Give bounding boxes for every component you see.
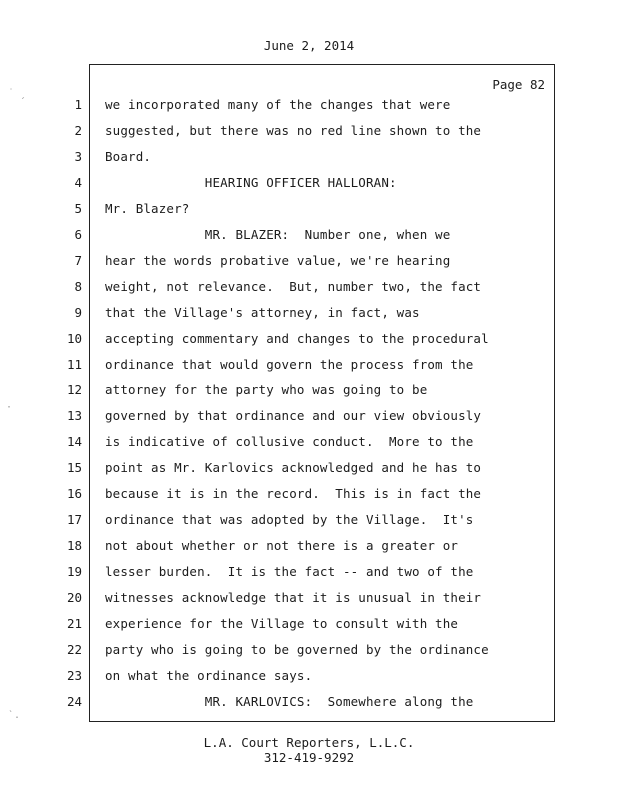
scan-speck: ˙ ˏ — [8, 88, 27, 99]
transcript-line: hear the words probative value, we're hearing — [105, 252, 451, 268]
line-number: 12 — [66, 382, 82, 398]
transcript-line: ordinance that was adopted by the Village. It's — [105, 512, 474, 528]
line-number: 22 — [66, 641, 82, 657]
transcript-line: is indicative of collusive conduct. More to the — [105, 434, 474, 450]
transcript-line: ordinance that would govern the process from the — [105, 356, 474, 372]
scan-speck: ˋ. — [8, 710, 21, 721]
line-number: 20 — [66, 590, 82, 606]
transcript-line: because it is in the record. This is in fact the — [105, 486, 482, 502]
transcript-line: MR. BLAZER: Number one, when we — [105, 226, 451, 242]
header-date: June 2, 2014 — [263, 38, 355, 53]
transcript-line: lesser burden. It is the fact -- and two of the — [105, 564, 474, 580]
line-number: 15 — [66, 460, 82, 476]
line-number: 10 — [66, 330, 82, 346]
transcript-line: HEARING OFFICER HALLORAN: — [105, 174, 397, 190]
line-number: 14 — [66, 434, 82, 450]
line-number: 19 — [66, 564, 82, 580]
transcript-line: not about whether or not there is a greater or — [105, 538, 459, 554]
line-number: 3 — [74, 148, 82, 164]
line-number: 6 — [74, 226, 82, 242]
transcript-line: weight, not relevance. But, number two, the fact — [105, 278, 482, 294]
transcript-line: accepting commentary and changes to the procedural — [105, 330, 489, 346]
line-number: 21 — [66, 616, 82, 631]
line-number: 1 — [74, 97, 82, 112]
line-number: 18 — [66, 538, 82, 554]
transcript-line: governed by that ordinance and our view obviously — [105, 408, 482, 424]
line-number: 2 — [74, 122, 82, 138]
line-number: 5 — [74, 200, 82, 216]
transcript-line: attorney for the party who was going to be — [105, 382, 428, 398]
transcript-line: we incorporated many of the changes that were — [105, 97, 451, 112]
transcript-line: on what the ordinance says. — [105, 667, 313, 683]
transcript-line: experience for the Village to consult with the — [105, 616, 459, 631]
line-number: 7 — [74, 252, 82, 268]
line-number: 11 — [66, 356, 82, 372]
line-number: 8 — [74, 278, 82, 294]
transcript-line: Board. — [105, 148, 152, 164]
transcript-line: Mr. Blazer? — [105, 200, 190, 216]
transcript-line: point as Mr. Karlovics acknowledged and he has to — [105, 460, 482, 476]
page-number: Page 82 — [492, 77, 545, 92]
footer-phone: 312-419-9292 — [263, 750, 355, 765]
scan-speck: · — [6, 402, 13, 413]
line-number: 9 — [74, 304, 82, 320]
line-number: 4 — [74, 174, 82, 190]
transcript-line: party who is going to be governed by the ordinance — [105, 641, 489, 657]
footer-company: L.A. Court Reporters, L.L.C. — [203, 735, 415, 750]
line-number: 24 — [66, 693, 82, 709]
transcript-line: suggested, but there was no red line shown to the — [105, 122, 482, 138]
line-number: 17 — [66, 512, 82, 528]
line-number: 16 — [66, 486, 82, 502]
transcript-line: witnesses acknowledge that it is unusual in their — [105, 590, 482, 606]
line-number: 13 — [66, 408, 82, 424]
line-number: 23 — [66, 667, 82, 683]
footer — [0, 735, 618, 765]
transcript-line: MR. KARLOVICS: Somewhere along the — [105, 693, 474, 709]
transcript-line: that the Village's attorney, in fact, was — [105, 304, 420, 320]
